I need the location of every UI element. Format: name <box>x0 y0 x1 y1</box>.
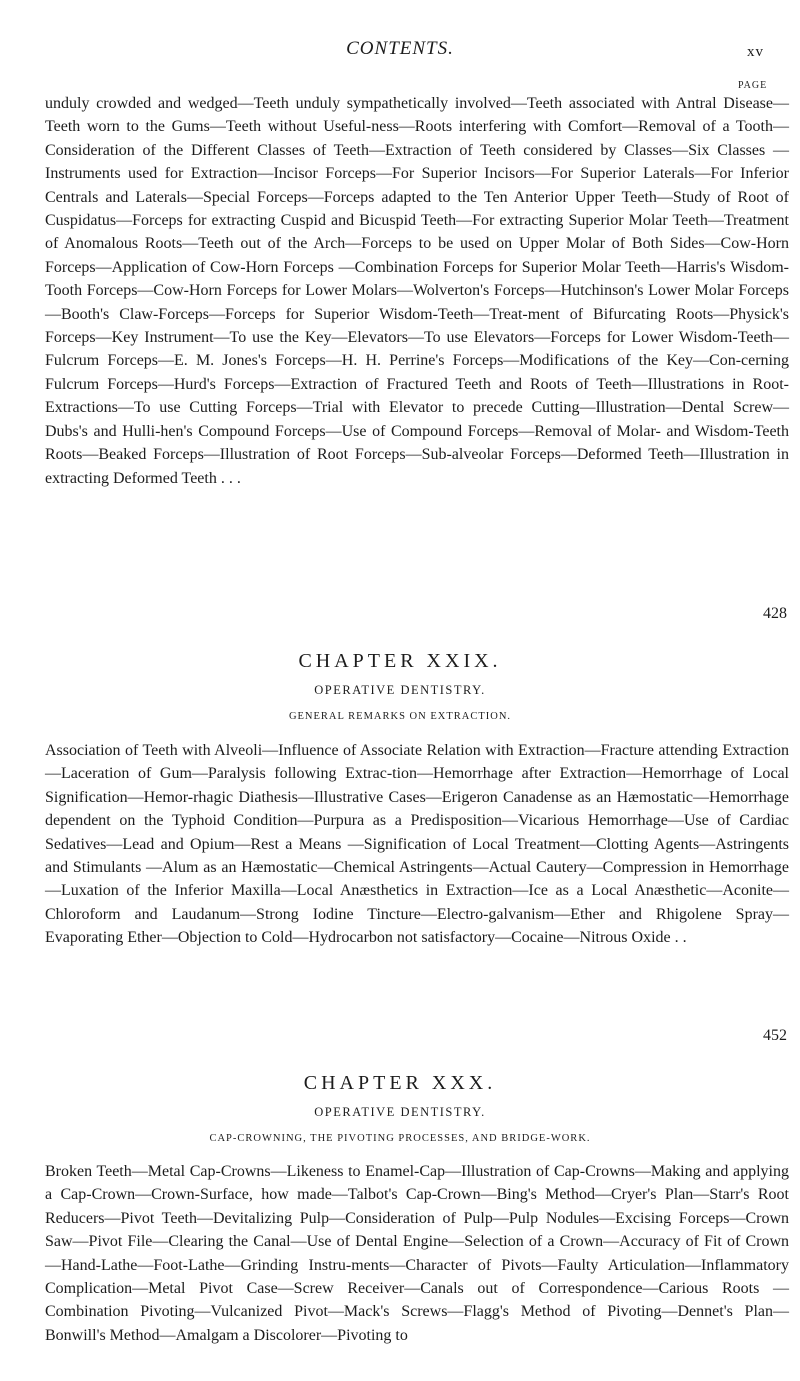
entry-text: unduly crowded and wedged—Teeth unduly sympathetically involved—Teeth associated with Antral Disease—Teeth worn to the Gums—Teeth without Useful-ness—Roots interfering with Comfort—Removal of a Tooth—Consideration of the Different Classes of Teeth—Extraction of Teeth considered by Classes—Six Classes —Instruments used for Extraction—Incisor Forceps—For Superior Incisors—For Superior Laterals—For Inferior Centrals and Laterals—Special Forceps—Forceps adapted to the Ten Anterior Upper Teeth—Study of Root of Cuspidatus—Forceps for extracting Cuspid and Bicuspid Teeth—For extracting Superior Molar Teeth—Treatment of Anomalous Roots—Teeth out of the Arch—Forceps to be used on Upper Molar of Both Sides—Cow-Horn Forceps—Application of Cow-Horn Forceps —Combination Forceps for Superior Molar Teeth—Harris's Wisdom-Tooth Forceps—Cow-Horn Forceps for Lower Molars—Wolverton's Forceps—Hutchinson's Lower Molar Forceps—Booth's Claw-Forceps—Forceps for Superior Wisdom-Teeth—Treat-ment of Bifurcating Roots—Physick's Forceps—Key Instrument—To use the Key—Elevators—To use Elevators—Forceps for Lower Wisdom-Teeth—Fulcrum Forceps—E. M. Jones's Forceps—H. H. Perrine's Forceps—Modifications of the Key—Con-cerning Fulcrum Forceps—Hurd's Forceps—Extraction of Fractured Teeth and Roots of Teeth—Illustrations in Root-Extractions—To use Cutting Forceps—Trial with Elevator to precede Cutting—Illustration—Dental Screw—Dubs's and Hulli-hen's Compound Forceps—Use of Compound Forceps—Removal of Molar- and Wisdom-Teeth Roots—Beaked Forceps—Illustration of Root Forceps—Sub-alveolar Forceps—Deformed Teeth—Illustration in extracting Deformed Teeth . . . <box>45 95 789 487</box>
contents-entry-chapter-29 <box>45 739 789 950</box>
page-column-label: PAGE <box>738 80 768 91</box>
chapter-heading: CHAPTER XXIX. <box>298 650 502 672</box>
chapter-topic: GENERAL REMARKS ON EXTRACTION. <box>288 711 512 722</box>
chapter-subheading: OPERATIVE DENTISTRY. <box>314 683 486 697</box>
entry-page-number: 428 <box>757 605 787 623</box>
contents-entry-chapter-28-continued <box>45 92 789 490</box>
chapter-subheading: OPERATIVE DENTISTRY. <box>314 1105 486 1119</box>
entry-text: Broken Teeth—Metal Cap-Crowns—Likeness to Enamel-Cap—Illustration of Cap-Crowns—Making and applying a Cap-Crown—Crown-Surface, how made—Talbot's Cap-Crown—Bing's Method—Cryer's Plan—Starr's Root Reducers—Pivot Teeth—Devitalizing Pulp—Consideration of Pulp—Pulp Nodules—Excising Forceps—Crown Saw—Pivot File—Clearing the Canal—Use of Dental Engine—Selection of a Crown—Accuracy of Fit of Crown—Hand-Lathe—Foot-Lathe—Grinding Instru-ments—Character of Pivots—Faulty Articulation—Inflammatory Complication—Metal Pivot Case—Screw Receiver—Canals out of Correspondence—Carious Roots —Combination Pivoting—Vulcanized Pivot—Mack's Screws—Flagg's Method of Pivoting—Dennet's Plan—Bonwill's Method—Amalgam a Discolorer—Pivoting to <box>45 1163 789 1344</box>
contents-entry-chapter-30 <box>45 1160 789 1347</box>
entry-text: Association of Teeth with Alveoli—Influence of Associate Relation with Extraction—Fracture attending Extraction—Laceration of Gum—Paralysis following Extrac-tion—Hemorrhage after Extraction—Hemorrhage of Local Signification—Hemor-rhagic Diathesis—Illustrative Cases—Erigeron Canadense as an Hæmostatic—Hemorrhage dependent on the Typhoid Condition—Purpura as a Predisposition—Vicarious Hemorrhage—Use of Cardiac Sedatives—Lead and Opium—Rest a Means —Signification of Local Treatment—Clotting Agents—Astringents and Stimulants —Alum as an Hæmostatic—Chemical Astringents—Actual Cautery—Compression in Hemorrhage—Luxation of the Inferior Maxilla—Local Anæsthetics in Extraction—Ice as a Local Anæsthetic—Aconite—Chloroform and Laudanum—Strong Iodine Tincture—Electro-galvanism—Ether and Rhigolene Spray—Evaporating Ether—Objection to Cold—Hydrocarbon not satisfactory—Cocaine—Nitrous Oxide . . <box>45 742 789 947</box>
chapter-heading: CHAPTER XXX. <box>303 1072 497 1094</box>
running-title: CONTENTS. <box>346 38 454 59</box>
chapter-topic: CAP-CROWNING, THE PIVOTING PROCESSES, AND BRIDGE-WORK. <box>209 1133 591 1144</box>
entry-page-number: 452 <box>757 1027 787 1045</box>
page-number: xv <box>747 44 764 60</box>
